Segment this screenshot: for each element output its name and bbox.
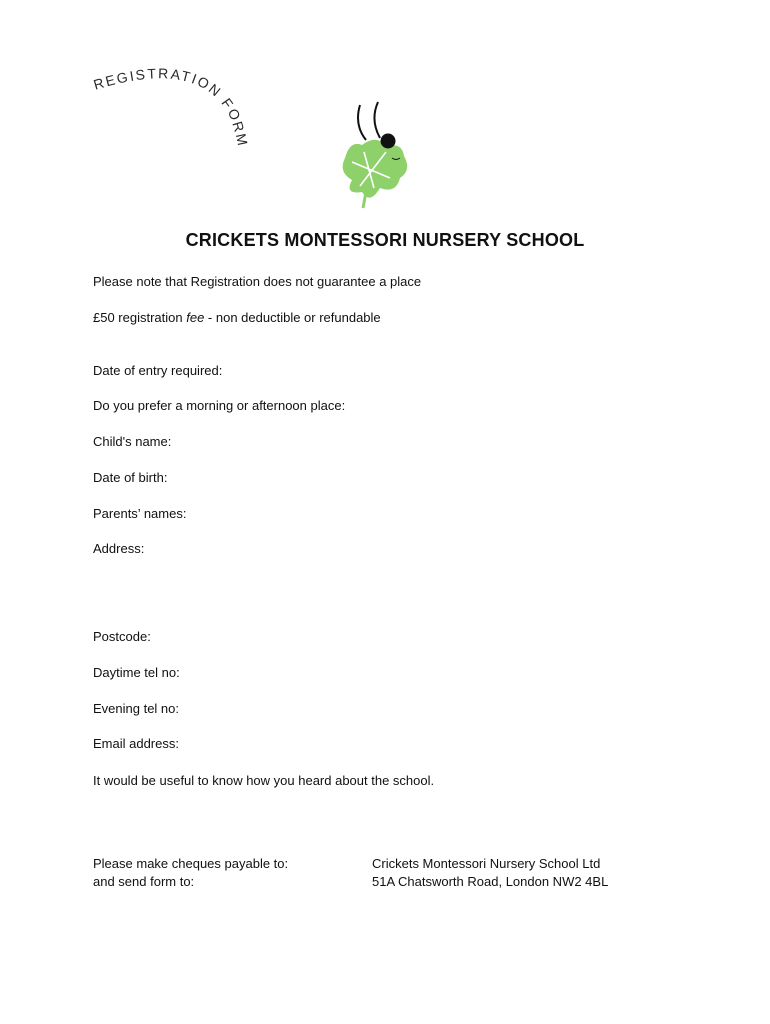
morning-afternoon-label: Do you prefer a morning or afternoon place: xyxy=(93,398,346,413)
daytime-tel-label: Daytime tel no: xyxy=(93,665,180,680)
date-of-entry-label: Date of entry required: xyxy=(93,363,223,378)
svg-text:REGISTRATION FORM xyxy=(92,65,252,149)
payee-address: 51A Chatsworth Road, London NW2 4BL xyxy=(372,874,609,889)
send-label: and send form to: xyxy=(93,874,195,889)
cheques-label: Please make cheques payable to: xyxy=(93,856,289,871)
page-title: CRICKETS MONTESSORI NURSERY SCHOOL xyxy=(185,230,585,250)
fee-note xyxy=(93,310,381,325)
fee-suffix: - non deductible or refundable xyxy=(204,310,381,325)
heard-about-label: It would be useful to know how you heard about the school. xyxy=(93,773,435,788)
cricket-leaf-icon xyxy=(330,100,420,215)
registration-form-arc-heading xyxy=(80,62,280,212)
child-name-label: Child's name: xyxy=(93,434,172,449)
fee-prefix: £50 registration xyxy=(93,310,187,325)
parents-names-label: Parents’ names: xyxy=(93,506,187,521)
address-label: Address: xyxy=(93,541,145,556)
footer-payee-block xyxy=(372,855,608,891)
postcode-label: Postcode: xyxy=(93,629,151,644)
email-label: Email address: xyxy=(93,736,179,751)
evening-tel-label: Evening tel no: xyxy=(93,701,180,716)
fee-word: fee xyxy=(186,310,205,325)
date-of-birth-label: Date of birth: xyxy=(93,470,168,485)
arc-text: REGISTRATION FORM xyxy=(91,65,252,149)
registration-note: Please note that Registration does not guarantee a place xyxy=(93,274,422,289)
footer-instructions xyxy=(93,855,288,891)
payee-name: Crickets Montessori Nursery School Ltd xyxy=(372,856,601,871)
